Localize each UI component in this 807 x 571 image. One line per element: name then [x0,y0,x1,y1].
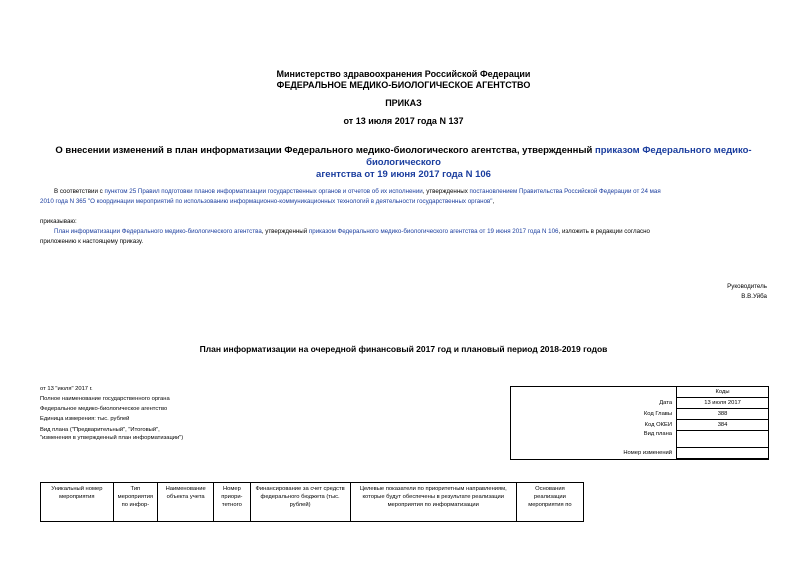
agency-name: ФЕДЕРАЛЬНОЕ МЕДИКО-БИОЛОГИЧЕСКОЕ АГЕНТСТВО [276,80,531,90]
preamble-text-2: , утвержденных [422,188,470,195]
col-grounds: Основания реализации мероприятия по [516,483,583,522]
preamble-link-resolution[interactable]: постановлением Правительства Российской Федерации от 24 мая [469,188,661,195]
doc-type: ПРИКАЗ [385,98,422,108]
signature-name: В.В.Уйба [741,293,767,300]
codes-label-okei: Код ОКЕИ [644,422,673,428]
codes-label-changes: Номер изменений [623,450,673,456]
col-event-type: Тип мероприятия по инфор- [113,483,157,522]
doc-date: от 13 июля 2017 года N 137 [343,116,464,126]
preamble-link-resolution-cont[interactable]: 2010 года N 365 "О координации мероприятий по использованию информационно-коммуникационных технологий в деятельности государственных органов" [40,197,493,205]
plan-info-date: от 13 "июля" 2017 г. [40,386,93,392]
preamble-text-1: В соответствии с [54,188,105,195]
codes-header: Коды [677,387,769,398]
codes-label-chapter: Код Главы [643,411,673,417]
codes-label-plan-type: Вид плана [643,430,673,437]
codes-value-plan-type [677,431,769,448]
order-link-plan[interactable]: План информатизации Федерального медико-биологического агентства [54,228,262,235]
col-priority-number: Номер приори-тетного [214,483,250,522]
col-object-name: Наименование объекта учета [158,483,214,522]
plan-info-org-label: Полное наименование государственного органа [40,396,170,402]
codes-table [510,386,769,459]
codes-value-okei: 384 [677,420,769,431]
plan-info-type-1: Вид плана ("Предварительный", "Итоговый", [40,427,160,433]
codes-label-date: Дата [659,400,673,406]
doc-title-text: О внесении изменений в план информатизации Федерального медико-биологического агентства, утвержденный [55,145,595,156]
col-funding: Финансирование за счет средств федерального бюджета (тыс. рублей) [250,483,350,522]
order-text-2: , изложить в редакции согласно [558,228,651,235]
preamble-link-rules[interactable]: пунктом 25 Правил подготовки планов информатизации государственных органов и отчетов об их исполнении [104,188,423,195]
order-paragraph [40,227,768,246]
doc-title [40,145,767,181]
doc-title-link-1[interactable]: приказом Федерального медико-биологического [366,145,752,168]
codes-value-date: 13 июля 2017 [677,398,769,409]
col-unique-number: Уникальный номер мероприятия [41,483,114,522]
order-text-1: , утвержденный [261,228,309,235]
col-target-indicators: Целевые показатели по приоритетным направлениям, которые будут обеспечены в результате реализации мероприятия по информатизации [350,483,516,522]
plan-info-unit: Единица измерения: тыс. рублей [40,416,130,422]
ministry-name: Министерство здравоохранения Российской Федерации [276,69,531,79]
plan-info-org-name: Федеральное медико-биологическое агентство [40,406,168,412]
plan-table-header-row [41,483,584,522]
order-text-3: приложению к настоящему приказу. [40,237,144,245]
plan-info-type-2: "изменения в утвержденный план информатизации") [40,435,184,441]
doc-title-link-2[interactable]: агентства от 19 июня 2017 года N 106 [316,169,491,180]
codes-value-chapter: 388 [677,409,769,420]
codes-value-changes [677,448,769,459]
plan-table [40,482,584,522]
preamble-paragraph [40,187,768,206]
order-link-order106[interactable]: приказом Федерального медико-биологического агентства от 19 июня 2017 года N 106 [308,228,559,235]
plan-title: План информатизации на очередной финансовый 2017 год и плановый период 2018-2019 годов [199,344,608,354]
preamble-text-3: , [492,197,495,205]
orders-word: приказываю: [40,218,77,225]
signature-position: Руководитель [727,283,767,290]
plan-info [40,384,183,442]
